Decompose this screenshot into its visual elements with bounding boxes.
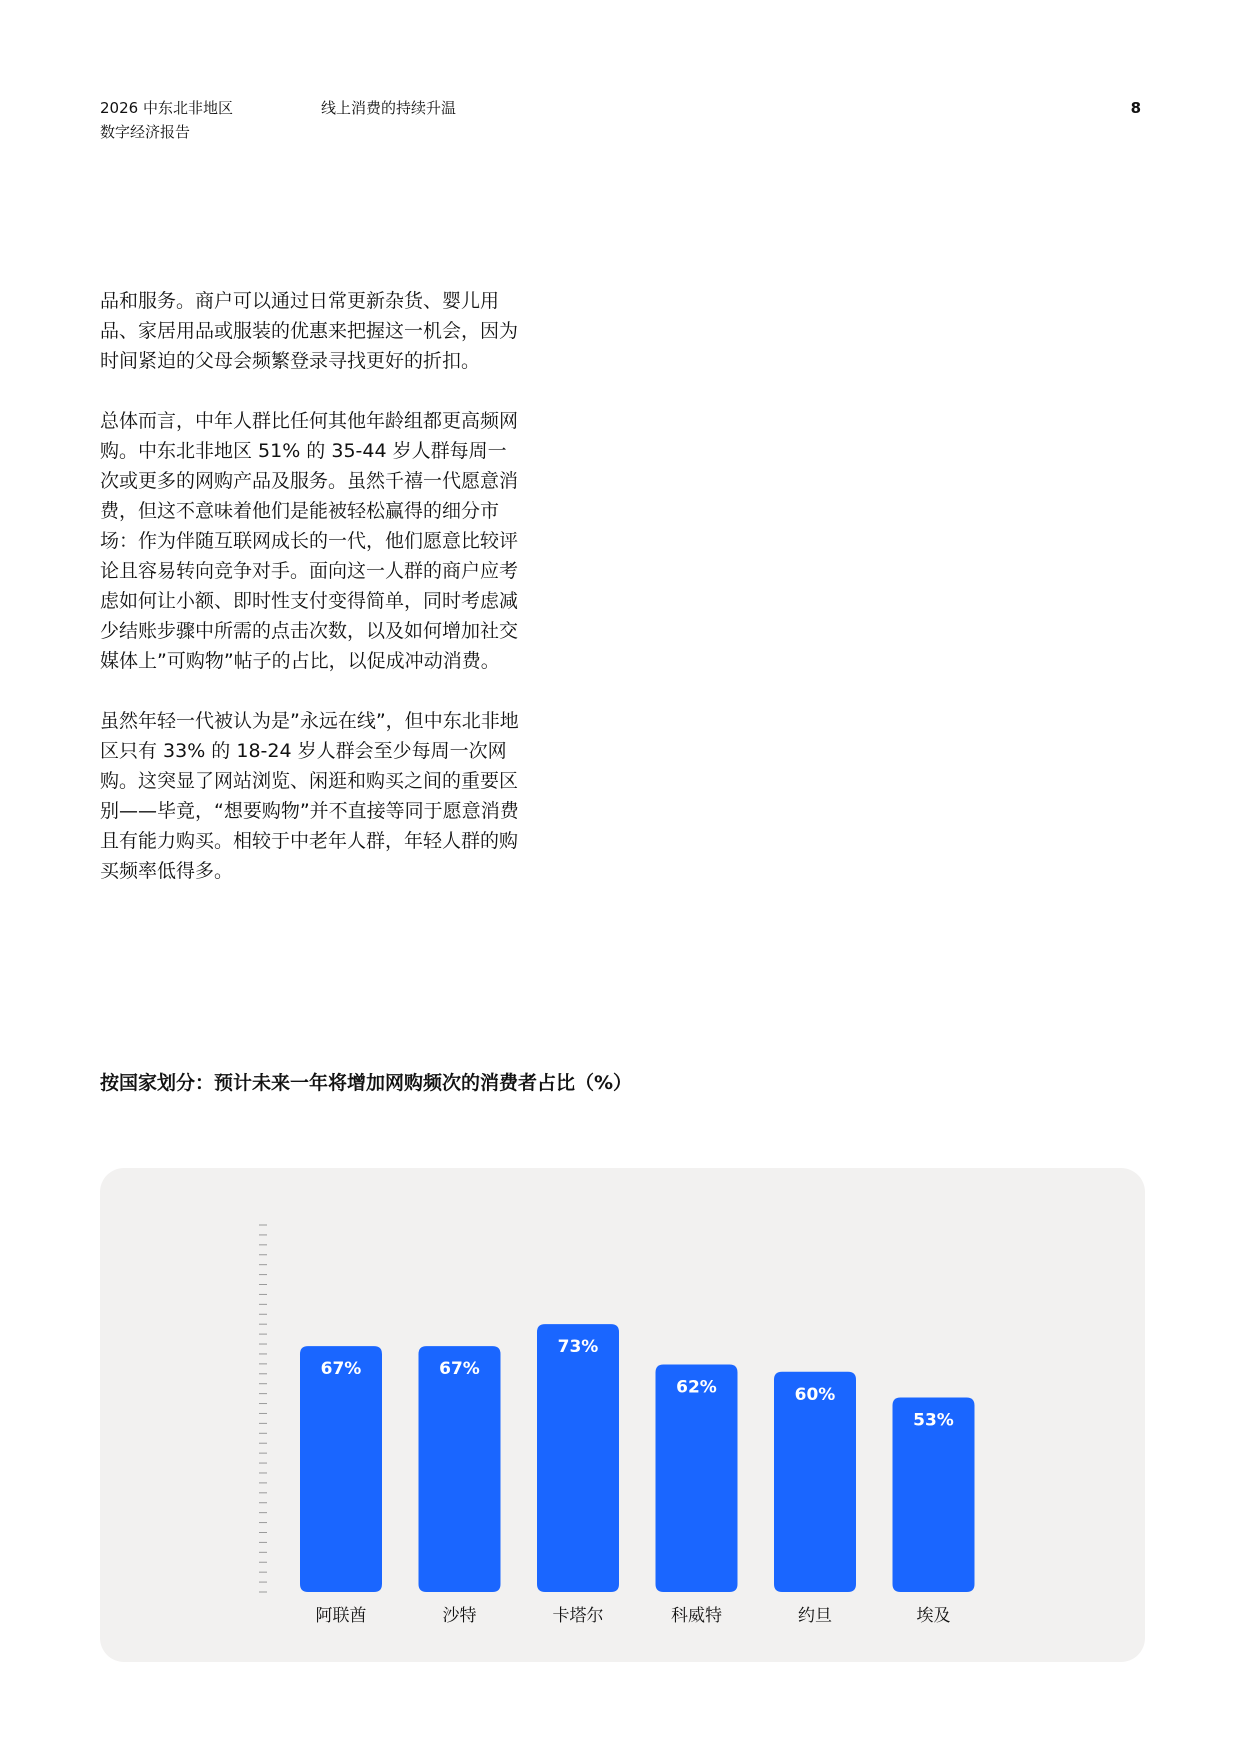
chart-title: 按国家划分：预计未来一年将增加网购频次的消费者占比（%） bbox=[100, 1072, 633, 1094]
paragraph-3: 虽然年轻一代被认为是”永远在线”，但中东北非地区只有 33% 的 18-24 岁人群会至少每周一次网购。这突显了网站浏览、闲逛和购买之间的重要区别——毕竟，“想要购物”并不直接等同于愿意消费且有能力购买。相较于中老年人群，年轻人群的购买频率低得多。 bbox=[100, 710, 519, 882]
chart-panel bbox=[100, 1168, 1145, 1662]
bar-value-label: 73% bbox=[557, 1337, 599, 1358]
y-axis-ticks bbox=[259, 1225, 267, 1592]
x-tick-label: 埃及 bbox=[916, 1606, 951, 1626]
x-tick-label: 科威特 bbox=[671, 1606, 722, 1626]
report-title bbox=[100, 96, 280, 144]
bar bbox=[656, 1364, 738, 1592]
report-title-line2: 数字经济报告 bbox=[100, 123, 191, 141]
x-tick-label: 卡塔尔 bbox=[552, 1606, 604, 1626]
bar-chart bbox=[100, 1168, 1145, 1662]
body-text bbox=[100, 286, 520, 916]
paragraph-1: 品和服务。商户可以通过日常更新杂货、婴儿用品、家居用品或服装的优惠来把握这一机会，因为时间紧迫的父母会频繁登录寻找更好的折扣。 bbox=[100, 290, 519, 372]
bar bbox=[537, 1324, 619, 1592]
paragraph-2: 总体而言，中年人群比任何其他年龄组都更高频网购。中东北非地区 51% 的 35-44 岁人群每周一次或更多的网购产品及服务。虽然千禧一代愿意消费，但这不意味着他们是能被轻松赢得的细分市场：作为伴随互联网成长的一代，他们愿意比较评论且容易转向竞争对手。面向这一人群的商户应考虑如何让小额、即时性支付变得简单，同时考虑减少结账步骤中所需的点击次数，以及如何增加社交媒体上”可购物”帖子的占比，以促成冲动消费。 bbox=[100, 410, 519, 672]
x-tick-label: 阿联酋 bbox=[315, 1606, 367, 1626]
bar-value-label: 60% bbox=[794, 1384, 836, 1405]
bar-value-label: 62% bbox=[676, 1377, 717, 1398]
bar-value-label: 67% bbox=[439, 1359, 480, 1380]
x-tick-label: 沙特 bbox=[442, 1606, 477, 1626]
report-title-line1: 2026 中东北非地区 bbox=[100, 99, 233, 117]
section-title: 线上消费的持续升温 bbox=[321, 99, 457, 117]
x-tick-label: 约旦 bbox=[798, 1606, 832, 1626]
bar bbox=[774, 1372, 856, 1592]
bar bbox=[300, 1346, 382, 1592]
bar-value-label: 53% bbox=[913, 1410, 954, 1431]
bar bbox=[419, 1346, 501, 1592]
bar-value-label: 67% bbox=[320, 1359, 362, 1380]
page-number: 8 bbox=[1130, 99, 1141, 117]
